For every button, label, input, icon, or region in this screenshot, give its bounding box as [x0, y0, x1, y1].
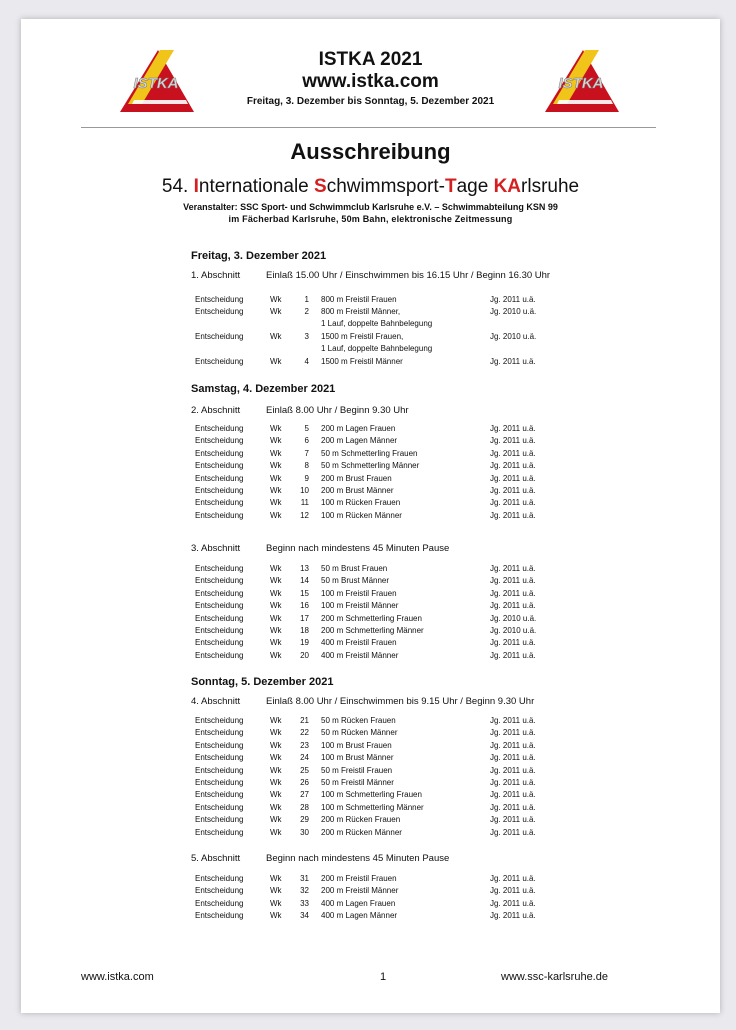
- event-number: 27: [300, 790, 309, 800]
- event-row: [195, 828, 655, 840]
- event-type: Entscheidung: [195, 613, 244, 623]
- event-row: [195, 626, 655, 638]
- event-type: Entscheidung: [195, 473, 244, 483]
- event-age-group: Jg. 2011 u.ä.: [490, 436, 536, 446]
- event-description: 200 m Freistil Frauen: [321, 874, 397, 883]
- event-description: 400 m Lagen Frauen: [321, 898, 396, 908]
- event-type: Entscheidung: [195, 778, 244, 787]
- event-wk-label: Wk: [270, 778, 282, 787]
- event-description: 1500 m Freistil Frauen,: [321, 332, 404, 341]
- event-type: Entscheidung: [195, 486, 244, 495]
- event-type: Entscheidung: [195, 716, 244, 725]
- event-wk-label: Wk: [270, 728, 282, 738]
- event-description: 200 m Brust Männer: [321, 486, 394, 495]
- event-number: 15: [300, 588, 309, 598]
- event-description: 100 m Freistil Männer: [321, 601, 399, 611]
- event-description: 100 m Rücken Frauen: [321, 498, 401, 508]
- event-number: 6: [304, 436, 309, 446]
- event-type: Entscheidung: [195, 790, 244, 800]
- day-heading: Sonntag, 5. Dezember 2021: [191, 676, 334, 688]
- event-wk-label: Wk: [270, 638, 282, 648]
- event-type: Entscheidung: [195, 436, 244, 446]
- event-number: 14: [300, 576, 309, 586]
- event-row: [195, 638, 655, 650]
- event-row: [195, 474, 655, 486]
- event-row: [195, 601, 655, 613]
- event-type: Entscheidung: [195, 911, 244, 921]
- section-info: Beginn nach mindestens 45 Minuten Pause: [266, 543, 450, 554]
- event-age-group: Jg. 2010 u.ä.: [490, 613, 537, 623]
- event-row: [195, 332, 655, 344]
- event-note: 1 Lauf, doppelte Bahnbelegung: [321, 319, 433, 328]
- event-wk-label: Wk: [270, 357, 282, 366]
- venue-line: im Fächerbad Karlsruhe, 50m Bahn, elektronische Zeitmessung: [228, 214, 513, 224]
- event-number: 22: [300, 728, 309, 738]
- section-heading: [191, 270, 550, 281]
- event-description: 800 m Freistil Männer,: [321, 307, 401, 316]
- event-number: 10: [300, 486, 309, 495]
- event-age-group: Jg. 2011 u.ä.: [490, 295, 536, 304]
- event-type: Entscheidung: [195, 886, 244, 896]
- event-number: 28: [300, 802, 309, 812]
- section-name: 2. Abschnitt: [191, 405, 241, 416]
- event-description: 100 m Schmetterling Frauen: [321, 790, 422, 800]
- event-wk-label: Wk: [270, 753, 282, 763]
- event-row: [195, 815, 655, 827]
- event-age-group: Jg. 2011 u.ä.: [490, 638, 536, 648]
- event-row: [195, 874, 655, 886]
- event-type: Entscheidung: [195, 728, 244, 738]
- event-wk-label: Wk: [270, 588, 282, 598]
- section-name: 4. Abschnitt: [191, 696, 241, 707]
- event-age-group: Jg. 2011 u.ä.: [490, 874, 536, 883]
- event-type: Entscheidung: [195, 765, 244, 775]
- event-number: 24: [300, 753, 309, 763]
- footer-right-link[interactable]: www.ssc-karlsruhe.de: [501, 971, 608, 983]
- event-number: 17: [300, 613, 309, 623]
- event-wk-label: Wk: [270, 498, 282, 508]
- event-type: Entscheidung: [195, 601, 244, 611]
- event-wk-label: Wk: [270, 886, 282, 896]
- event-row: [195, 424, 655, 436]
- event-row: [195, 803, 655, 815]
- section-heading: [191, 853, 449, 864]
- event-description: 800 m Freistil Frauen: [321, 295, 397, 304]
- event-number: 31: [300, 874, 309, 883]
- event-row: [195, 899, 655, 911]
- event-description: 100 m Brust Frauen: [321, 740, 392, 750]
- event-wk-label: Wk: [270, 790, 282, 800]
- event-description: 200 m Schmetterling Männer: [321, 626, 424, 635]
- event-row: [195, 778, 655, 790]
- event-wk-label: Wk: [270, 898, 282, 908]
- event-wk-label: Wk: [270, 626, 282, 635]
- event-row: [195, 728, 655, 740]
- event-row: [195, 589, 655, 601]
- event-wk-label: Wk: [270, 424, 282, 433]
- event-description: 50 m Schmetterling Frauen: [321, 448, 418, 458]
- event-wk-label: Wk: [270, 740, 282, 750]
- footer-left-link[interactable]: www.istka.com: [81, 971, 154, 983]
- event-number: 23: [300, 740, 309, 750]
- event-description: 50 m Schmetterling Männer: [321, 461, 420, 471]
- event-number: 7: [304, 448, 309, 458]
- event-description: 50 m Rücken Frauen: [321, 716, 396, 725]
- event-description: 50 m Rücken Männer: [321, 728, 398, 738]
- event-number: 25: [300, 765, 309, 775]
- event-wk-label: Wk: [270, 650, 282, 660]
- event-wk-label: Wk: [270, 874, 282, 883]
- section-info: Beginn nach mindestens 45 Minuten Pause: [266, 853, 450, 864]
- event-age-group: Jg. 2011 u.ä.: [490, 790, 536, 800]
- event-row: [195, 564, 655, 576]
- event-number: 5: [304, 424, 309, 433]
- event-number: 9: [304, 473, 309, 483]
- event-row: [195, 295, 655, 307]
- event-number: 1: [304, 295, 309, 304]
- day-heading: Samstag, 4. Dezember 2021: [191, 383, 336, 395]
- header-title: ISTKA 2021: [318, 49, 423, 70]
- event-type: Entscheidung: [195, 638, 244, 648]
- page-number: 1: [380, 971, 387, 983]
- event-row: [195, 576, 655, 588]
- event-wk-label: Wk: [270, 486, 282, 495]
- event-number: 13: [300, 564, 309, 573]
- event-type: Entscheidung: [195, 898, 244, 908]
- event-age-group: Jg. 2010 u.ä.: [490, 332, 537, 341]
- event-description: 50 m Brust Frauen: [321, 564, 388, 573]
- event-type: Entscheidung: [195, 588, 244, 598]
- event-type: Entscheidung: [195, 802, 244, 812]
- event-row: [195, 307, 655, 319]
- event-description: 200 m Freistil Männer: [321, 886, 399, 896]
- event-number: 20: [300, 650, 309, 660]
- event-type: Entscheidung: [195, 874, 244, 883]
- event-row: [195, 790, 655, 802]
- section-heading: [191, 405, 409, 416]
- section-info: Einlaß 8.00 Uhr / Einschwimmen bis 9.15 Uhr / Beginn 9.30 Uhr: [266, 696, 535, 707]
- event-number: 19: [300, 638, 309, 648]
- event-age-group: Jg. 2010 u.ä.: [490, 626, 537, 635]
- event-number: 11: [300, 498, 309, 508]
- event-age-group: Jg. 2011 u.ä.: [490, 510, 536, 520]
- event-row: [195, 651, 655, 663]
- event-note: 1 Lauf, doppelte Bahnbelegung: [321, 344, 433, 353]
- event-row: [195, 716, 655, 728]
- event-description: 1500 m Freistil Männer: [321, 357, 403, 366]
- event-age-group: Jg. 2011 u.ä.: [490, 601, 536, 611]
- event-row: [195, 461, 655, 473]
- event-age-group: Jg. 2011 u.ä.: [490, 498, 536, 508]
- event-age-group: Jg. 2011 u.ä.: [490, 424, 536, 433]
- event-row: [195, 886, 655, 898]
- event-type: Entscheidung: [195, 332, 244, 341]
- event-type: Entscheidung: [195, 461, 244, 471]
- event-description: 50 m Brust Männer: [321, 576, 390, 586]
- event-row: [195, 357, 655, 369]
- event-row: [195, 766, 655, 778]
- event-wk-label: Wk: [270, 436, 282, 446]
- event-wk-label: Wk: [270, 461, 282, 471]
- section-name: 1. Abschnitt: [191, 270, 241, 281]
- event-row: [195, 753, 655, 765]
- event-description: 200 m Lagen Männer: [321, 436, 398, 446]
- event-type: Entscheidung: [195, 576, 244, 586]
- event-wk-label: Wk: [270, 601, 282, 611]
- event-type: Entscheidung: [195, 564, 244, 573]
- section-heading: [191, 696, 534, 707]
- event-description: 200 m Rücken Frauen: [321, 815, 401, 825]
- event-row: [195, 449, 655, 461]
- event-wk-label: Wk: [270, 716, 282, 725]
- event-age-group: Jg. 2011 u.ä.: [490, 815, 536, 825]
- event-type: Entscheidung: [195, 650, 244, 660]
- event-description: 400 m Lagen Männer: [321, 911, 398, 921]
- event-wk-label: Wk: [270, 613, 282, 623]
- event-number: 4: [304, 357, 309, 366]
- section-info: Einlaß 15.00 Uhr / Einschwimmen bis 16.15 Uhr / Beginn 16.30 Uhr: [266, 270, 551, 281]
- event-type: Entscheidung: [195, 448, 244, 458]
- event-age-group: Jg. 2011 u.ä.: [490, 473, 536, 483]
- header-divider: [81, 127, 656, 128]
- document-page: [21, 19, 720, 1013]
- event-wk-label: Wk: [270, 827, 282, 837]
- event-age-group: Jg. 2011 u.ä.: [490, 728, 536, 738]
- event-type: Entscheidung: [195, 827, 244, 837]
- event-number: 33: [300, 898, 309, 908]
- event-type: Entscheidung: [195, 815, 244, 825]
- event-row: [195, 498, 655, 510]
- section-heading: [191, 543, 449, 554]
- event-wk-label: Wk: [270, 564, 282, 573]
- event-number: 29: [300, 815, 309, 825]
- event-wk-label: Wk: [270, 448, 282, 458]
- event-age-group: Jg. 2011 u.ä.: [490, 716, 536, 725]
- event-number: 12: [300, 510, 309, 520]
- header-dates: Freitag, 3. Dezember bis Sonntag, 5. Dezember 2021: [246, 96, 495, 107]
- event-age-group: Jg. 2011 u.ä.: [490, 753, 536, 763]
- section-name: 3. Abschnitt: [191, 543, 241, 554]
- event-number: 21: [300, 716, 309, 725]
- event-number: 2: [304, 307, 309, 316]
- event-description: 200 m Schmetterling Frauen: [321, 613, 422, 623]
- event-number: 8: [304, 461, 309, 471]
- event-wk-label: Wk: [270, 802, 282, 812]
- event-wk-label: Wk: [270, 815, 282, 825]
- event-row: [195, 511, 655, 523]
- event-number: 18: [300, 626, 309, 635]
- event-age-group: Jg. 2011 u.ä.: [490, 461, 536, 471]
- event-age-group: Jg. 2011 u.ä.: [490, 802, 536, 812]
- event-age-group: Jg. 2011 u.ä.: [490, 898, 536, 908]
- event-age-group: Jg. 2011 u.ä.: [490, 827, 536, 837]
- event-age-group: Jg. 2011 u.ä.: [490, 576, 536, 586]
- event-wk-label: Wk: [270, 510, 282, 520]
- organizer-line: Veranstalter: SSC Sport- und Schwimmclub Karlsruhe e.V. – Schwimmabteilung KSN 99: [183, 202, 558, 212]
- event-description: 400 m Freistil Männer: [321, 650, 399, 660]
- event-age-group: Jg. 2011 u.ä.: [490, 448, 536, 458]
- event-age-group: Jg. 2011 u.ä.: [490, 650, 536, 660]
- event-row: [195, 436, 655, 448]
- event-wk-label: Wk: [270, 473, 282, 483]
- event-age-group: Jg. 2011 u.ä.: [490, 486, 536, 495]
- event-subtitle: 54. Internationale Schwimmsport-Tage KArlsruhe: [161, 176, 580, 197]
- event-type: Entscheidung: [195, 357, 244, 366]
- logo-text-left: ISTKA: [133, 75, 179, 92]
- event-number: 30: [300, 827, 309, 837]
- event-type: Entscheidung: [195, 498, 244, 508]
- event-row: [195, 614, 655, 626]
- event-description: 100 m Schmetterling Männer: [321, 802, 424, 812]
- event-type: Entscheidung: [195, 753, 244, 763]
- logo-text-right: ISTKA: [558, 75, 604, 92]
- event-type: Entscheidung: [195, 424, 244, 433]
- event-number: 26: [300, 778, 309, 787]
- event-age-group: Jg. 2011 u.ä.: [490, 778, 536, 787]
- event-wk-label: Wk: [270, 295, 282, 304]
- event-number: 32: [300, 886, 309, 896]
- header-website: www.istka.com: [302, 71, 439, 92]
- event-description: 50 m Freistil Frauen: [321, 765, 393, 775]
- day-heading: Freitag, 3. Dezember 2021: [191, 250, 327, 262]
- event-number: 16: [300, 601, 309, 611]
- event-age-group: Jg. 2011 u.ä.: [490, 588, 536, 598]
- event-type: Entscheidung: [195, 307, 244, 316]
- document-title: Ausschreibung: [290, 139, 451, 164]
- event-age-group: Jg. 2011 u.ä.: [490, 740, 536, 750]
- event-wk-label: Wk: [270, 576, 282, 586]
- event-description: 400 m Freistil Frauen: [321, 638, 397, 648]
- event-row: [195, 911, 655, 923]
- event-age-group: Jg. 2011 u.ä.: [490, 357, 536, 366]
- section-info: Einlaß 8.00 Uhr / Beginn 9.30 Uhr: [266, 405, 409, 416]
- event-wk-label: Wk: [270, 765, 282, 775]
- event-type: Entscheidung: [195, 510, 244, 520]
- event-number: 34: [300, 911, 309, 921]
- event-row: [195, 486, 655, 498]
- event-type: Entscheidung: [195, 626, 244, 635]
- event-row: [195, 741, 655, 753]
- event-age-group: Jg. 2011 u.ä.: [490, 564, 536, 573]
- event-type: Entscheidung: [195, 740, 244, 750]
- event-description: 50 m Freistil Männer: [321, 778, 394, 787]
- event-type: Entscheidung: [195, 295, 244, 304]
- event-age-group: Jg. 2011 u.ä.: [490, 886, 536, 896]
- event-description: 200 m Lagen Frauen: [321, 424, 396, 433]
- event-description: 100 m Brust Männer: [321, 753, 394, 763]
- event-age-group: Jg. 2011 u.ä.: [490, 911, 536, 921]
- event-description: 200 m Rücken Männer: [321, 827, 402, 837]
- event-description: 100 m Rücken Männer: [321, 510, 402, 520]
- event-wk-label: Wk: [270, 332, 282, 341]
- event-age-group: Jg. 2011 u.ä.: [490, 765, 536, 775]
- event-description: 100 m Freistil Frauen: [321, 588, 397, 598]
- event-wk-label: Wk: [270, 307, 282, 316]
- event-number: 3: [304, 332, 309, 341]
- section-name: 5. Abschnitt: [191, 853, 241, 864]
- event-description: 200 m Brust Frauen: [321, 473, 392, 483]
- event-age-group: Jg. 2010 u.ä.: [490, 307, 537, 316]
- event-wk-label: Wk: [270, 911, 282, 921]
